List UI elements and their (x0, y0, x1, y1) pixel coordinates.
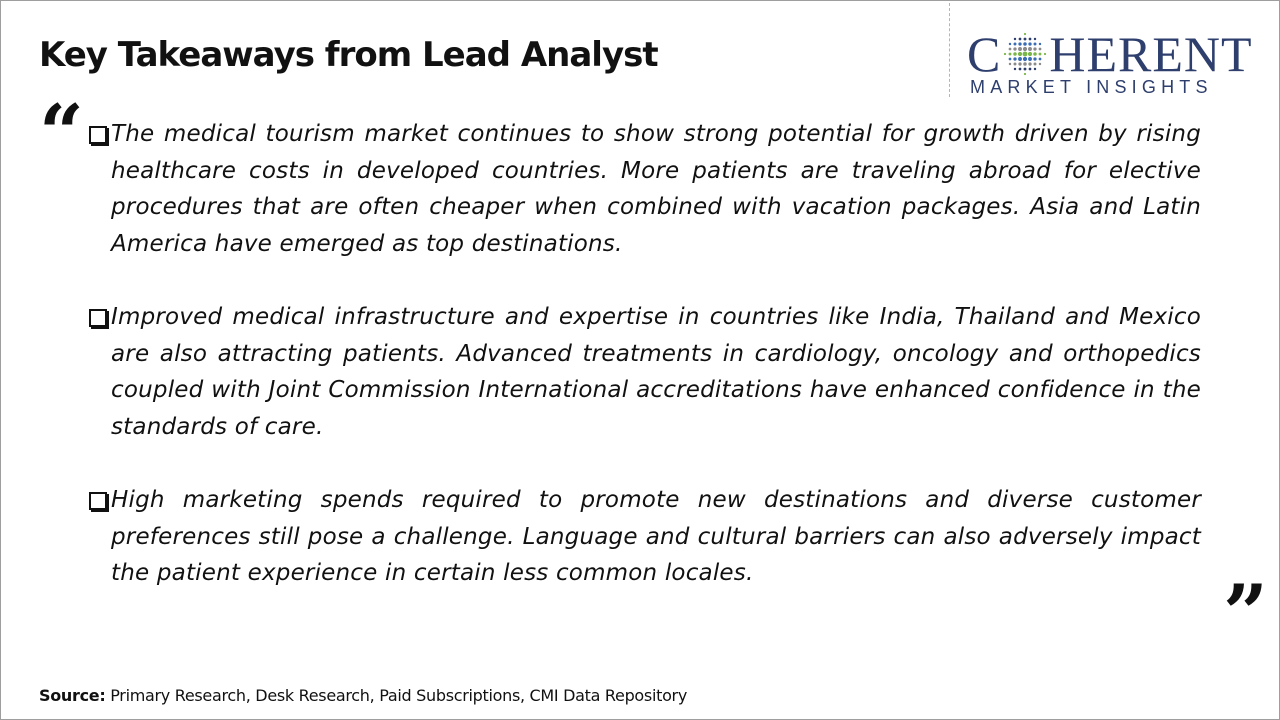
takeaway-text: Improved medical infrastructure and expertise in countries like India, Thailand and Mexico are also attracting patients. Advanced treatments in cardiology, oncology and orthopedics coupled with Joint Commission International accreditations have enhanced confidence in the standards of care. (111, 304, 1201, 440)
logo-dot (1004, 53, 1006, 55)
logo-dot (1019, 38, 1022, 41)
logo-dot (1039, 53, 1042, 56)
logo-dot (1024, 68, 1027, 71)
logo-dot (1039, 58, 1042, 61)
logo-dot (1024, 73, 1026, 75)
checkbox-bullet-icon (89, 309, 107, 327)
logo-dot (1029, 62, 1032, 65)
logo-dot (1024, 62, 1028, 66)
logo-dot (1034, 47, 1037, 50)
logo-dot (1024, 33, 1026, 35)
logo-dot (1009, 53, 1012, 56)
logo-dot (1029, 68, 1032, 71)
logo-dot (1014, 68, 1016, 70)
logo-letters-herent: HERENT (1049, 26, 1253, 82)
logo-dot (1028, 52, 1032, 56)
logo-dot (1023, 52, 1028, 57)
logo-dot-globe-icon (1003, 32, 1047, 76)
logo-dot (1009, 58, 1012, 61)
logo-dot (1023, 47, 1027, 51)
takeaway-item (87, 482, 1201, 592)
logo-dot (1018, 47, 1022, 51)
source-note (39, 686, 687, 705)
logo-dot (1014, 52, 1018, 56)
logo-letter-c: C (967, 26, 1002, 82)
logo-dot (1034, 43, 1037, 46)
logo-dot (1014, 38, 1016, 40)
logo-dot (1019, 42, 1022, 45)
takeaway-item (87, 299, 1201, 445)
logo-dot (1039, 48, 1042, 51)
logo-dot (1014, 57, 1017, 60)
logo-dot (1018, 52, 1022, 56)
logo-dot (1028, 57, 1032, 61)
logo-dot (1029, 42, 1032, 45)
logo-dot (1028, 47, 1032, 51)
checkbox-bullet-icon (89, 126, 107, 144)
logo-dot (1018, 57, 1022, 61)
logo-dot (1024, 42, 1028, 46)
logo-dot (1034, 52, 1038, 56)
company-logo (967, 26, 1267, 101)
logo-dot (1019, 62, 1022, 65)
logo-dot (1009, 48, 1012, 51)
logo-dot (1009, 63, 1011, 65)
logo-dot (1044, 53, 1046, 55)
source-text: Primary Research, Desk Research, Paid Subscriptions, CMI Data Repository (105, 686, 688, 705)
slide-title: Key Takeaways from Lead Analyst (39, 35, 658, 75)
logo-dot (1014, 63, 1017, 66)
logo-dot (1039, 63, 1041, 65)
logo-dot (1019, 68, 1022, 71)
logo-dot (1014, 47, 1017, 50)
logo-subtitle: MARKET INSIGHTS (970, 77, 1213, 97)
logo-dot (1034, 38, 1036, 40)
takeaway-list (87, 116, 1201, 629)
logo-dot (1009, 43, 1011, 45)
close-quote-icon: ” (1223, 568, 1268, 659)
takeaway-text: High marketing spends required to promote new destinations and diverse customer preferences still pose a challenge. Language and cultural barriers can also adversely impact the patient experience in certain less common locales. (111, 487, 1201, 586)
takeaway-text: The medical tourism market continues to show strong potential for growth driven by rising healthcare costs in developed countries. More patients are traveling abroad for elective procedures that are often cheaper when combined with vacation packages. Asia and Latin America have emerged as top destinations. (111, 121, 1201, 257)
open-quote-icon: “ (39, 88, 84, 179)
logo-wordmark (967, 26, 1253, 82)
logo-dot (1034, 63, 1037, 66)
logo-dot (1023, 57, 1027, 61)
logo-dot (1029, 38, 1032, 41)
header-divider (949, 3, 950, 97)
logo-dot (1024, 38, 1027, 41)
checkbox-bullet-icon (89, 492, 107, 510)
source-label: Source: (39, 686, 106, 705)
logo-dot (1034, 57, 1037, 60)
logo-dot (1014, 43, 1017, 46)
takeaway-item (87, 116, 1201, 262)
logo-dot (1034, 68, 1036, 70)
logo-dot (1039, 43, 1041, 45)
